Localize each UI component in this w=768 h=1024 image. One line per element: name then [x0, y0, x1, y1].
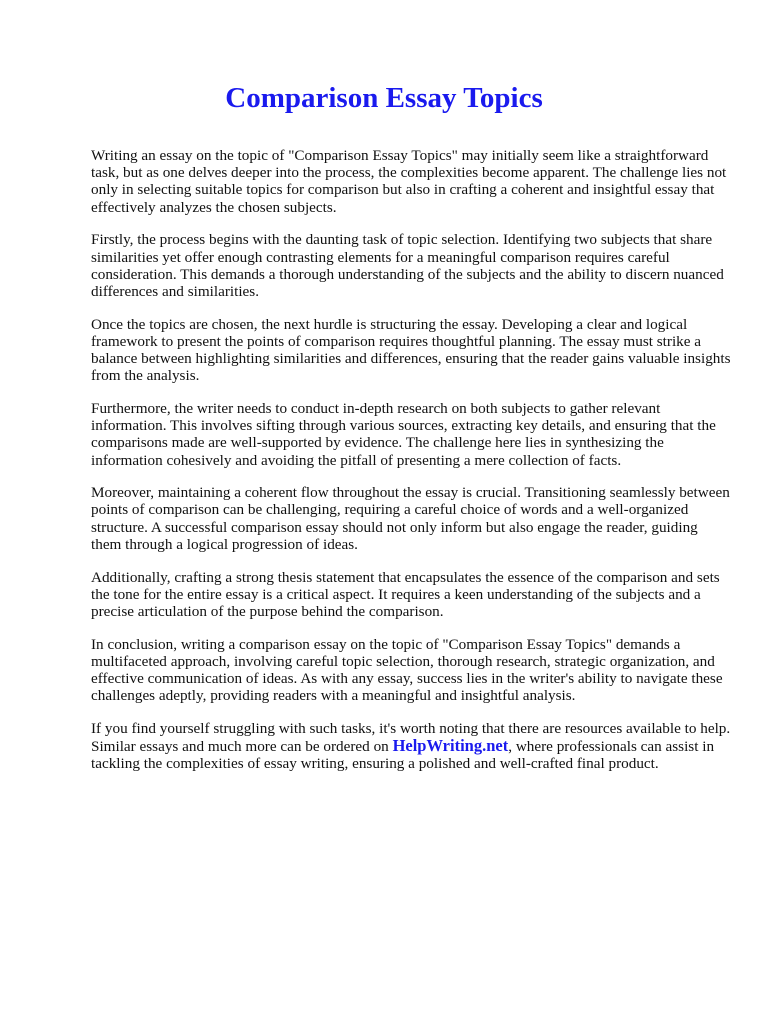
paragraph-final — [91, 720, 731, 773]
final-text-after-link: , where professionals can assist in tackling the complexities of essay writing, ensuring a polished and well-crafted final product. — [91, 738, 715, 773]
paragraph-conclusion: In conclusion, writing a comparison essay on the topic of "Comparison Essay Topics" demands a multifaceted approach, involving careful topic selection, thorough research, strategic organization, and effective communication of ideas. As with any essay, success lies in the writer's ability to navigate these challenges adeptly, providing readers with a meaningful and insightful analysis. — [91, 635, 723, 705]
helpwriting-link[interactable]: HelpWriting.net — [392, 736, 509, 756]
final-text-before-link: If you find yourself struggling with such tasks, it's worth noting that there are resources available to help. Similar essays and much more can be ordered on — [91, 719, 731, 756]
paragraph-structure: Once the topics are chosen, the next hurdle is structuring the essay. Developing a clear and logical framework to present the points of comparison requires thoughtful planning. The essay must strike a balance between highlighting similarities and differences, ensuring that the reader gains valuable insights from the analysis. — [91, 315, 731, 385]
document-title: Comparison Essay Topics — [225, 82, 543, 114]
paragraph-topic-selection: Firstly, the process begins with the daunting task of topic selection. Identifying two subjects that share similarities yet offer enough contrasting elements for a meaningful comparison requires careful consideration. This demands a thorough understanding of the subjects and the ability to discern nuanced differences and similarities. — [91, 231, 724, 300]
paragraph-thesis: Additionally, crafting a strong thesis statement that encapsulates the essence of the comparison and sets the tone for the entire essay is a critical aspect. It requires a keen understanding of the subjects and a precise articulation of the purpose behind the comparison. — [91, 568, 720, 620]
document-body — [91, 147, 731, 788]
paragraph-intro: Writing an essay on the topic of "Comparison Essay Topics" may initially seem like a straightforward task, but as one delves deeper into the process, the complexities become apparent. The challenge lies not only in selecting suitable topics for comparison but also in crafting a coherent and insightful essay that effectively analyzes the chosen subjects. — [91, 147, 727, 216]
paragraph-flow: Moreover, maintaining a coherent flow throughout the essay is crucial. Transitioning seamlessly between points of comparison can be challenging, requiring a careful choice of words and a well-organized structure. A successful comparison essay should not only inform but also engage the reader, guiding them through a logical progression of ideas. — [91, 484, 730, 553]
paragraph-research: Furthermore, the writer needs to conduct in-depth research on both subjects to gather relevant information. This involves sifting through various sources, extracting key details, and ensuring that the comparisons made are well-supported by evidence. The challenge here lies in synthesizing the information cohesively and avoiding the pitfall of presenting a mere collection of facts. — [91, 399, 716, 469]
